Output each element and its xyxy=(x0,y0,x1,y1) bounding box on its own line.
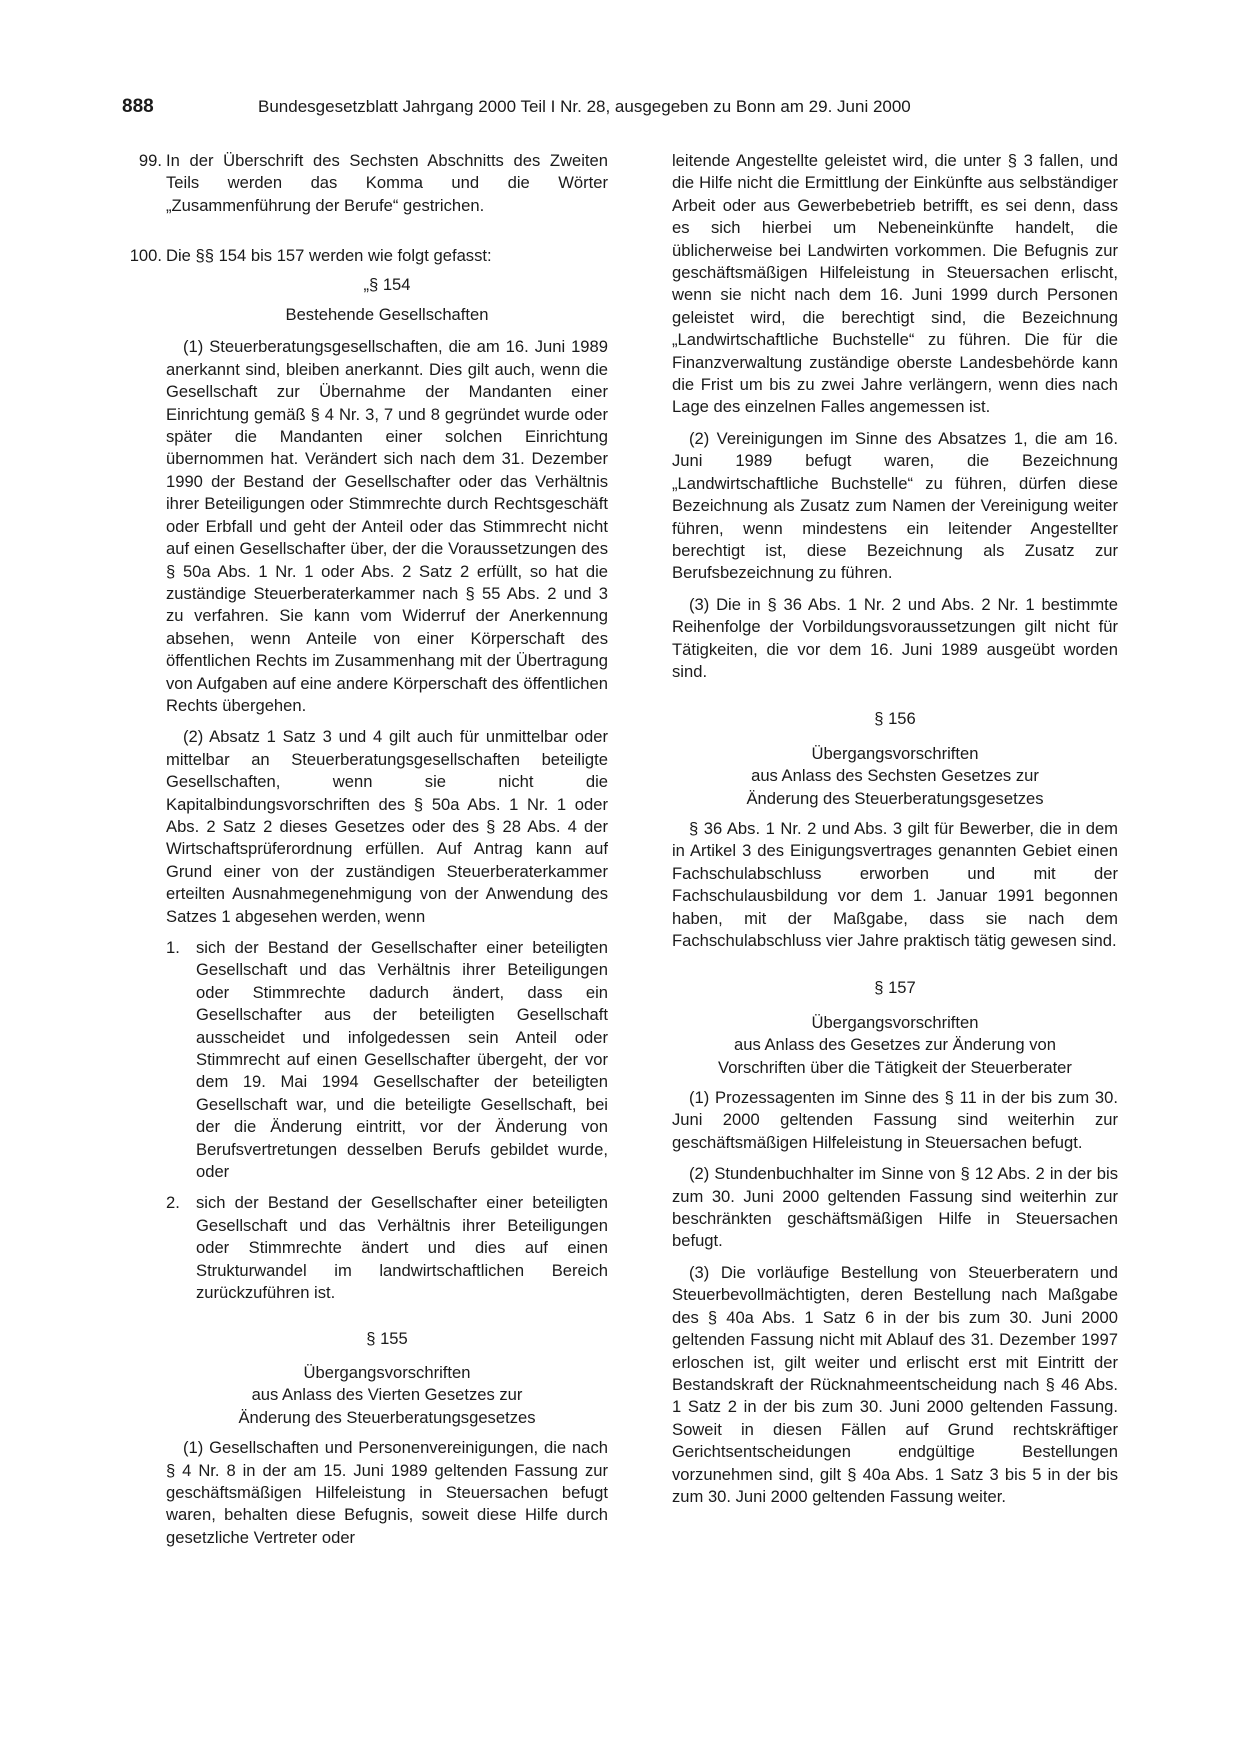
item-99 xyxy=(122,150,608,217)
paragraph: (2) Stundenbuchhalter im Sinne von § 12 Abs. 2 in der bis zum 30. Juni 2000 geltenden Fassung sind weiterhin zur beschränkten geschäftsmäßigen Hilfe in Steuersachen befugt. xyxy=(672,1164,1118,1251)
paragraph: (1) Gesellschaften und Personenvereinigungen, die nach § 4 Nr. 8 in der am 15. Juni 1989 geltenden Fassung zur geschäftsmäßigen Hilfeleistung in Steuersachen befugt waren, behalten diese Befugnis, soweit diese Hilfe durch gesetzliche Vertreter oder xyxy=(166,1438,608,1547)
paragraph: (3) Die in § 36 Abs. 1 Nr. 2 und Abs. 2 Nr. 1 bestimmte Reihenfolge der Vorbildungsvoraussetzungen gilt nicht für Tätigkeiten, die vor dem 16. Juni 1989 ausgeübt worden sind. xyxy=(672,594,1118,681)
section-155 xyxy=(166,1314,608,1550)
section-title: Änderung des Steuerberatungsgesetzes xyxy=(746,788,1044,808)
section-title: aus Anlass des Vierten Gesetzes zur xyxy=(251,1385,523,1405)
page-number: 888 xyxy=(122,96,154,117)
item-text: Die §§ 154 bis 157 werden wie folgt gefasst: xyxy=(166,246,492,266)
right-column xyxy=(672,150,1118,1517)
section-154 xyxy=(166,268,608,1305)
section-heading: § 155 xyxy=(366,1328,408,1348)
section-title: Übergangsvorschriften xyxy=(811,1012,979,1032)
paragraph: (2) Vereinigungen im Sinne des Absatzes 1, die am 16. Juni 1989 befugt waren, die Bezeichnung „Landwirtschaftliche Buchstelle“ zu führen, dürfen diese Bezeichnung als Zusatz zum Namen der Vereinigung weiter führen, wenn mindestens ein leitender Angestellter berechtigt ist, diese Bezeichnung als Zusatz zur Berufsbezeichnung zu führen. xyxy=(672,428,1118,583)
section-title: Übergangsvorschriften xyxy=(303,1362,471,1382)
list-item xyxy=(166,1192,608,1304)
section-156 xyxy=(672,692,1118,952)
section-title: aus Anlass des Gesetzes zur Änderung von xyxy=(734,1035,1056,1055)
section-heading: § 156 xyxy=(874,709,916,729)
section-title: Änderung des Steuerberatungsgesetzes xyxy=(238,1407,536,1427)
section-heading: „§ 154 xyxy=(363,274,411,294)
section-title: Übergangsvorschriften xyxy=(811,743,979,763)
left-column xyxy=(122,150,608,1558)
list-number: 1. xyxy=(166,938,180,957)
running-head: Bundesgesetzblatt Jahrgang 2000 Teil I Nr. 28, ausgegeben zu Bonn am 29. Juni 2000 xyxy=(258,97,911,116)
paragraph: (2) Absatz 1 Satz 3 und 4 gilt auch für unmittelbar oder mittelbar an Steuerberatungsgesellschaften beteiligte Gesellschaften, wenn sie nicht die Kapitalbindungsvorschriften des § 50a Abs. 1 Nr. 1 oder Abs. 2 Satz 2 dieses Gesetzes oder des § 28 Abs. 4 der Wirtschaftsprüferordnung erfüllen. Auf Antrag kann auf Grund einer von der zuständigen Steuerberaterkammer erteilten Ausnahmegenehmigung von der Anwendung des Satzes 1 abgesehen werden, wenn xyxy=(166,727,608,926)
section-title: Vorschriften über die Tätigkeit der Steuerberater xyxy=(718,1057,1072,1077)
page-header xyxy=(122,96,1122,122)
paragraph: leitende Angestellte geleistet wird, die unter § 3 fallen, und die Hilfe nicht die Ermittlung der Einkünfte aus selbständiger Arbeit oder aus Gewerbebetrieb betrifft, es sei denn, dass es sich hierbei um Nebeneinkünfte handelt, die üblicherweise bei Landwirten vorkommen. Die Befugnis zur geschäftsmäßigen Hilfeleistung in Steuersachen erlischt, wenn sie nicht nach dem 16. Juni 1999 durch Personen geleistet wird, die berechtigt sind, die Bezeichnung „Landwirtschaftliche Buchstelle“ zu führen. Die für die Finanzverwaltung zuständige oberste Landesbehörde kann die Frist um bis zu zwei Jahre verlängern, wenn dies nach Lage des einzelnen Falles angemessen ist. xyxy=(672,151,1118,417)
section-title: aus Anlass des Sechsten Gesetzes zur xyxy=(751,766,1039,786)
paragraph: (1) Steuerberatungsgesellschaften, die am 16. Juni 1989 anerkannt sind, bleiben anerkannt. Dies gilt auch, wenn die Gesellschaft zur Übernahme der Mandanten einer Einrichtung gemäß § 4 Nr. 3, 7 und 8 gegründet wurde oder später die Mandanten einer solchen Einrichtung übernommen hat. Verändert sich nach dem 31. Dezember 1990 der Bestand der Gesellschafter oder das Verhältnis ihrer Beteiligungen oder Stimmrechte durch Rechtsgeschäft oder Erbfall und geht der Anteil oder das Stimmrecht nicht auf einen Gesellschafter über, der die Voraussetzungen des § 50a Abs. 1 Nr. 1 oder Abs. 2 Satz 2 erfüllt, so hat die zuständige Steuerberaterkammer nach § 55 Abs. 2 und 3 zu verfahren. Sie kann vom Widerruf der Anerkennung absehen, wenn Anteile von einer Körperschaft des öffentlichen Rechts im Zusammenhang mit der Übertragung von Aufgaben auf eine andere Körperschaft des öffentlichen Rechts übergehen. xyxy=(166,337,608,715)
list-item xyxy=(166,937,608,1183)
paragraph: (3) Die vorläufige Bestellung von Steuerberatern und Steuerbevollmächtigten, deren Bestellung nach Maßgabe des § 40a Abs. 1 Satz 6 in der bis zum 30. Juni 2000 geltenden Fassung nicht mit Ablauf des 31. Dezember 1997 erloschen ist, gilt weiter und erlischt erst mit Eintritt der Bestandskraft der Rücknahmeentscheidung nach § 46 Abs. 1 Satz 2 in der bis zum 30. Juni 2000 geltenden Fassung. Soweit in diesen Fällen auf Grund rechtskräftiger Gerichtsentscheidungen endgültige Bestellungen vorzunehmen sind, gilt § 40a Abs. 1 Satz 3 bis 5 in der bis zum 30. Juni 2000 geltenden Fassung weiter. xyxy=(672,1262,1118,1506)
section-heading: § 157 xyxy=(874,978,916,998)
section-title: Bestehende Gesellschaften xyxy=(285,305,489,325)
section-157 xyxy=(672,961,1118,1508)
paragraph: (1) Prozessagenten im Sinne des § 11 in der bis zum 30. Juni 2000 geltenden Fassung sind weiterhin zur geschäftsmäßigen Hilfeleistung in Steuersachen befugt. xyxy=(672,1088,1118,1152)
item-100 xyxy=(122,245,608,267)
list-text: sich der Bestand der Gesellschafter einer beteiligten Gesellschaft und das Verhältnis ihrer Beteiligungen oder Stimmrechte dadurch ändert, dass ein Gesellschafter aus der beteiligten Gesellschaft ausscheidet und infolgedessen sein Anteil oder Stimmrecht auf einen Gesellschafter übergeht, der vor dem 19. Mai 1994 Gesellschafter der beteiligten Gesellschaft war, und die beteiligte Gesellschaft, bei der die Änderung eintritt, vor der Änderung von Berufsvertretungen desselben Berufs gebildet wurde, oder xyxy=(196,938,608,1182)
item-number: 100. xyxy=(129,246,162,266)
list-number: 2. xyxy=(166,1193,180,1213)
item-text: In der Überschrift des Sechsten Abschnitts des Zweiten Teils werden das Komma und die Wörter „Zusammenführung der Berufe“ gestrichen. xyxy=(166,151,608,215)
paragraph: § 36 Abs. 1 Nr. 2 und Abs. 3 gilt für Bewerber, die in dem in Artikel 3 des Einigungsvertrages genannten Gebiet einen Fachschulabschluss erworben und mit der Fachschulausbildung vor dem 1. Januar 1991 begonnen haben, mit der Maßgabe, dass sie nach dem Fachschulabschluss vier Jahre praktisch tätig gewesen sind. xyxy=(672,818,1118,950)
item-number: 99. xyxy=(138,151,162,170)
list-text: sich der Bestand der Gesellschafter einer beteiligten Gesellschaft und das Verhältnis ihrer Beteiligungen oder Stimmrechte ändert und dies auf einen Strukturwandel im landwirtschaftlichen Bereich zurückzuführen ist. xyxy=(196,1193,608,1303)
